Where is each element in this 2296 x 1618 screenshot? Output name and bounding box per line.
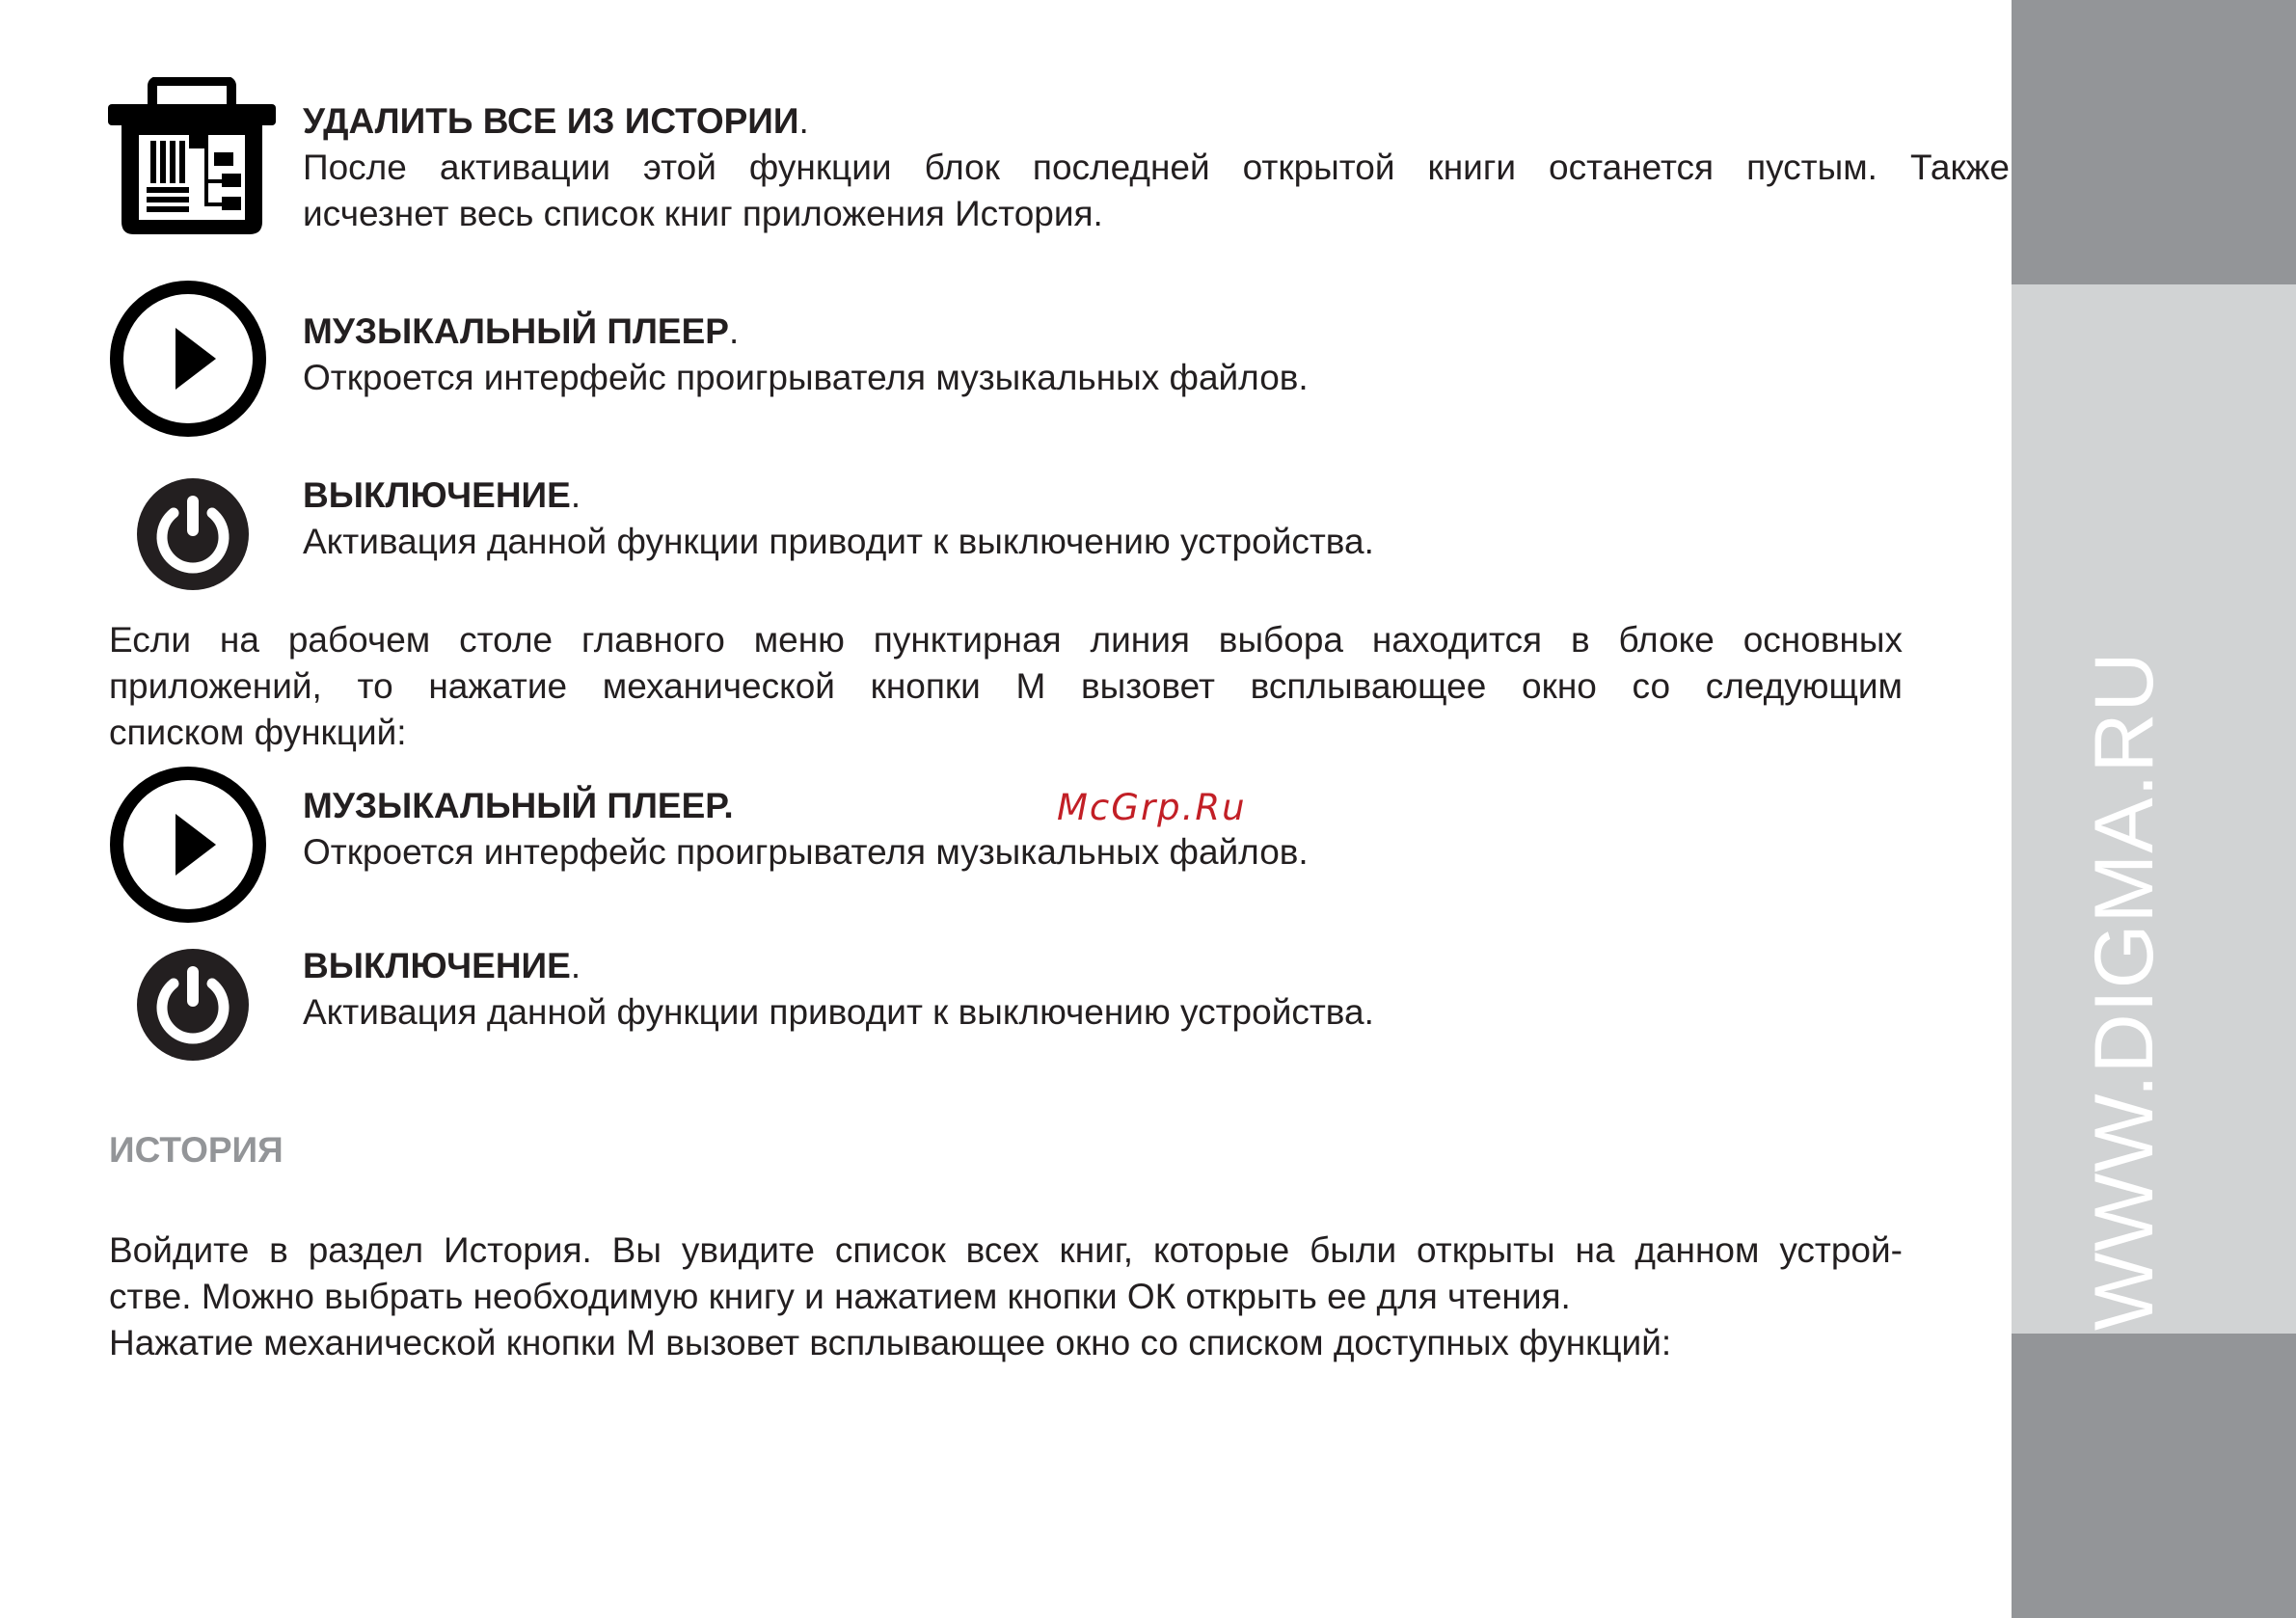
paragraph-line: списком функций: <box>109 713 407 752</box>
item-title: ВЫКЛЮЧЕНИЕ <box>303 475 571 515</box>
item-description-line: Откроется интерфейс проигрывателя музыкальных файлов. <box>303 832 1309 872</box>
item-delete-history: УДАЛИТЬ ВСЕ ИЗ ИСТОРИИ. После активации этой функции блок последней открытой книги останется пустым. Также исчезнет весь список книг приложения История. <box>108 77 1902 241</box>
paragraph-line: Нажатие механической кнопки М вызовет всплывающее окно со списком доступных функций: <box>109 1323 1672 1362</box>
paragraph-line: приложений, то нажатие механической кнопки М вызовет всплывающее окно со следующим <box>109 666 1903 706</box>
paragraph-line: Войдите в раздел История. Вы увидите список всех книг, которые были открыты на данном устрой- <box>109 1230 1903 1270</box>
item-description-line: Откроется интерфейс проигрывателя музыкальных файлов. <box>303 358 1309 397</box>
sidebar-url-text: WWW.DIGMA.RU <box>2078 651 2171 1331</box>
item-description-line: После активации этой функции блок последней открытой книги останется пустым. Также <box>303 148 2010 187</box>
section-heading-history: ИСТОРИЯ <box>109 1130 284 1170</box>
item-power-off-2: ВЫКЛЮЧЕНИЕ. Активация данной функции приводит к выключению устройства. <box>108 943 1902 1068</box>
power-icon <box>135 947 251 1067</box>
item-description-line: исчезнет весь список книг приложения История. <box>303 194 1103 233</box>
item-description-line: Активация данной функции приводит к выключению устройства. <box>303 522 1374 561</box>
item-title: ВЫКЛЮЧЕНИЕ <box>303 946 571 985</box>
play-icon <box>108 766 268 929</box>
history-paragraph <box>109 1227 1903 1366</box>
watermark-text: McGrp.Ru <box>1057 787 1247 828</box>
paragraph-line: Если на рабочем столе главного меню пунктирная линия выбора находится в блоке основных <box>109 620 1903 660</box>
sidebar-bottom-block <box>2012 1334 2296 1618</box>
power-icon <box>135 476 251 597</box>
intro-paragraph <box>109 617 1903 756</box>
sidebar-top-block <box>2012 0 2296 284</box>
play-icon <box>108 280 268 443</box>
item-title: МУЗЫКАЛЬНЫЙ ПЛЕЕР. <box>303 786 734 825</box>
item-title: МУЗЫКАЛЬНЫЙ ПЛЕЕР <box>303 311 729 351</box>
item-title: УДАЛИТЬ ВСЕ ИЗ ИСТОРИИ <box>303 101 799 141</box>
paragraph-line: стве. Можно выбрать необходимую книгу и нажатием кнопки ОК открыть ее для чтения. <box>109 1277 1571 1316</box>
item-music-player: МУЗЫКАЛЬНЫЙ ПЛЕЕР. Откроется интерфейс проигрывателя музыкальных файлов. <box>108 280 1902 434</box>
item-music-player-2 <box>108 766 1902 920</box>
item-description-line: Активация данной функции приводит к выключению устройства. <box>303 992 1374 1032</box>
item-power-off: ВЫКЛЮЧЕНИЕ. Активация данной функции приводит к выключению устройства. <box>108 472 1902 598</box>
trash-list-icon <box>108 77 276 241</box>
